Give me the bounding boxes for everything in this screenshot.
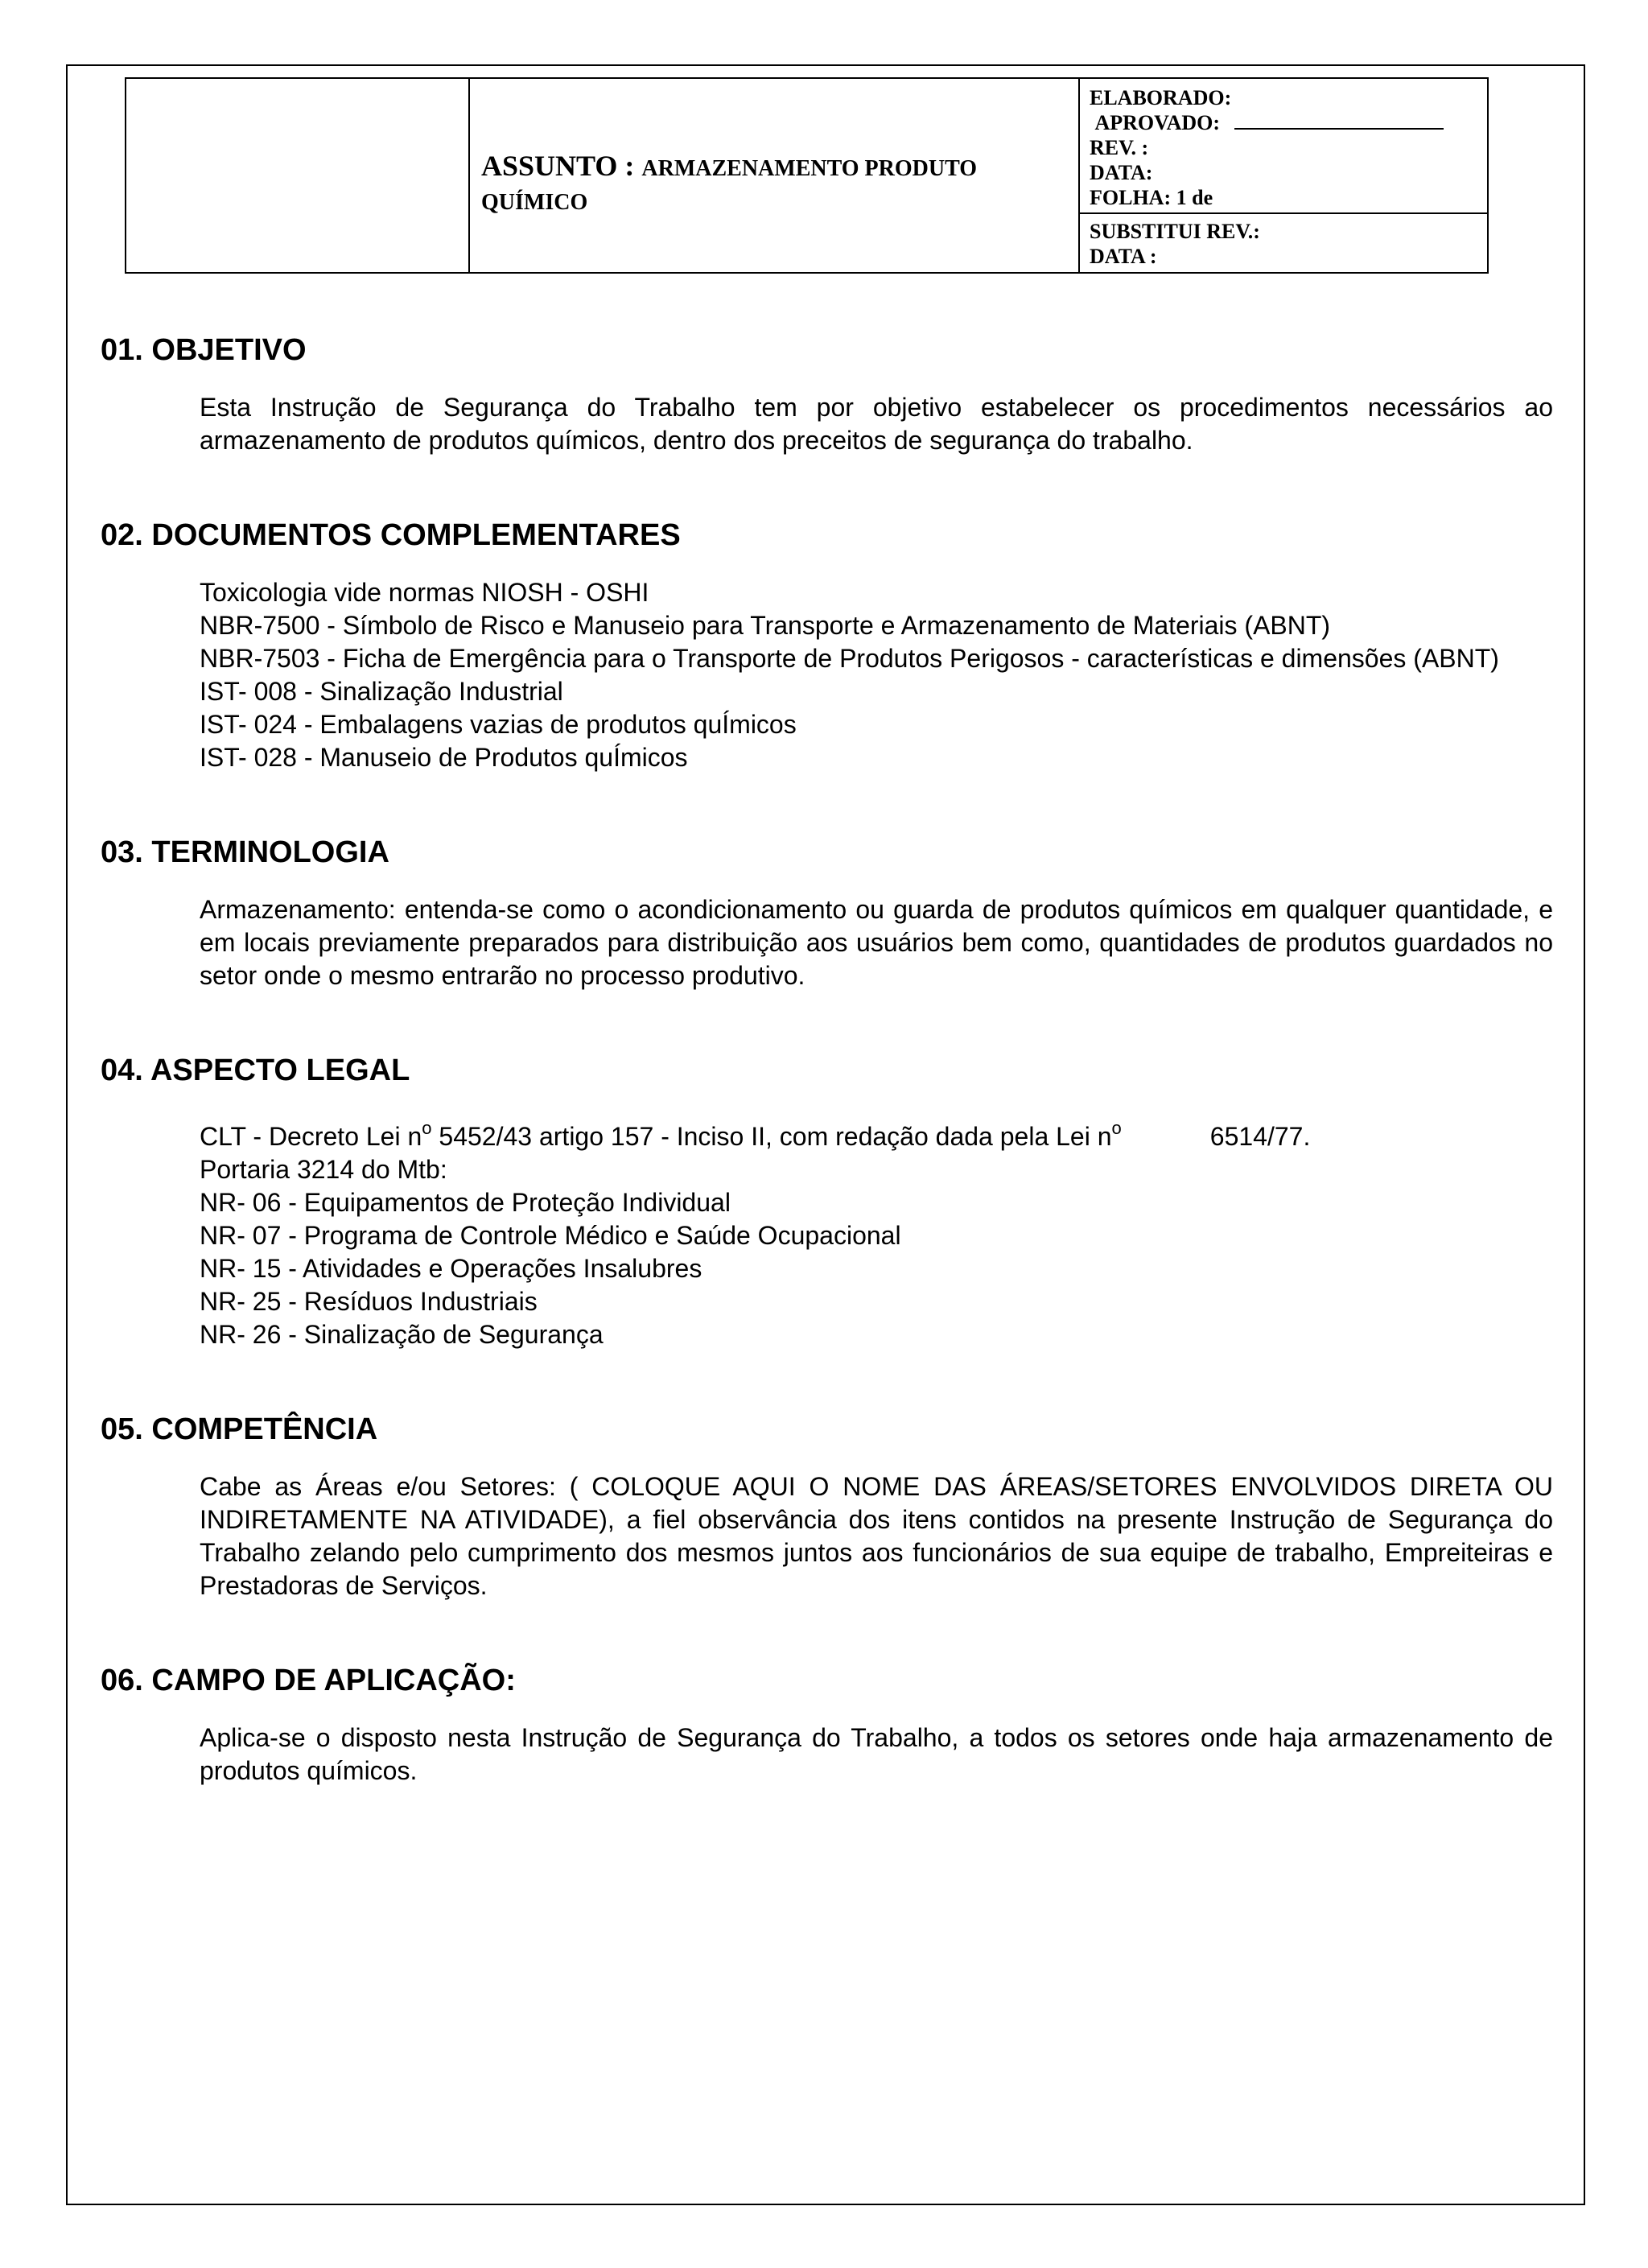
data-label: DATA: bbox=[1090, 161, 1153, 184]
section-title: 06. CAMPO DE APLICAÇÃO: bbox=[101, 1664, 516, 1697]
list-item: IST- 024 - Embalagens vazias de produtos quÍmicos bbox=[200, 710, 797, 739]
section-competencia bbox=[101, 1409, 1553, 1602]
document-header bbox=[125, 77, 1489, 274]
section-title: 03. TERMINOLOGIA bbox=[101, 835, 389, 869]
document-body bbox=[101, 330, 1553, 1788]
section-title: 02. DOCUMENTOS COMPLEMENTARES bbox=[101, 518, 681, 552]
subject-cell bbox=[470, 79, 1080, 272]
list-item: NR- 15 - Atividades e Operações Insalubres bbox=[200, 1254, 702, 1283]
meta-substitution-block bbox=[1080, 214, 1487, 272]
data2-label: DATA : bbox=[1090, 245, 1157, 268]
subject-line1: ARMAZENAMENTO PRODUTO bbox=[641, 156, 978, 181]
logo-cell bbox=[126, 79, 470, 272]
signature-line bbox=[1234, 110, 1444, 130]
subject-line2: QUÍMICO bbox=[481, 190, 588, 215]
list-item: NR- 25 - Resíduos Industriais bbox=[200, 1287, 538, 1316]
list-item: NBR-7500 - Símbolo de Risco e Manuseio para Transporte e Armazenamento de Materiais (ABNT) bbox=[200, 611, 1331, 640]
section-title: 05. COMPETÊNCIA bbox=[101, 1412, 378, 1446]
aprovado-label: APROVADO: bbox=[1094, 111, 1221, 134]
list-item: Portaria 3214 do Mtb: bbox=[200, 1155, 447, 1184]
substitui-rev-label: SUBSTITUI REV.: bbox=[1090, 220, 1260, 243]
section-paragraph: Cabe as Áreas e/ou Setores: ( COLOQUE AQUI O NOME DAS ÁREAS/SETORES ENVOLVIDOS DIRETA OU INDIRETAMENTE NA ATIVIDADE), a fiel observância dos itens contidos na presente Instrução de Segurança do Trabalho zelando pelo cumprimento dos mesmos juntos aos funcionários de sua equipe de trabalho, Empreiteiras e Prestadoras de Serviços. bbox=[200, 1472, 1553, 1600]
rev-label: REV. : bbox=[1090, 136, 1149, 159]
meta-approval-block bbox=[1080, 79, 1487, 214]
section-campo-aplicacao bbox=[101, 1660, 1553, 1788]
list-item: IST- 008 - Sinalização Industrial bbox=[200, 677, 563, 706]
elaborado-label: ELABORADO: bbox=[1090, 86, 1232, 109]
list-item: NBR-7503 - Ficha de Emergência para o Transporte de Produtos Perigosos - características e dimensões (ABNT) bbox=[200, 644, 1499, 673]
section-objetivo bbox=[101, 330, 1553, 457]
clt-line: CLT - Decreto Lei $n^o$ 5452/43 artigo 157 - Inciso II, com redação dada pela Lei $n^o$ 6514/77. bbox=[200, 1118, 1311, 1151]
list-item: NR- 26 - Sinalização de Segurança bbox=[200, 1320, 604, 1349]
list-item: IST- 028 - Manuseio de Produtos quÍmicos bbox=[200, 743, 688, 772]
section-title: 04. ASPECTO LEGAL bbox=[101, 1054, 410, 1087]
subject-prefix: ASSUNTO : bbox=[481, 150, 635, 182]
list-item: Toxicologia vide normas NIOSH - OSHI bbox=[200, 578, 649, 607]
list-item: NR- 06 - Equipamentos de Proteção Individual bbox=[200, 1188, 731, 1217]
section-paragraph: Armazenamento: entenda-se como o acondicionamento ou guarda de produtos químicos em qualquer quantidade, e em locais previamente preparados para distribuição aos usuários bem como, quantidades de produtos guardados no setor onde o mesmo entrarão no processo produtivo. bbox=[200, 895, 1553, 990]
list-item: NR- 07 - Programa de Controle Médico e Saúde Ocupacional bbox=[200, 1221, 901, 1250]
section-documentos bbox=[101, 515, 1553, 774]
section-paragraph: Aplica-se o disposto nesta Instrução de Segurança do Trabalho, a todos os setores onde haja armazenamento de produtos químicos. bbox=[200, 1723, 1553, 1785]
meta-cell bbox=[1080, 79, 1487, 272]
folha-label: FOLHA: 1 de bbox=[1090, 186, 1213, 209]
section-paragraph: Esta Instrução de Segurança do Trabalho tem por objetivo estabelecer os procedimentos necessários ao armazenamento de produtos químicos, dentro dos preceitos de segurança do trabalho. bbox=[200, 393, 1553, 455]
section-title: 01. OBJETIVO bbox=[101, 333, 307, 367]
section-terminologia bbox=[101, 832, 1553, 992]
section-aspecto-legal bbox=[101, 1050, 1553, 1351]
